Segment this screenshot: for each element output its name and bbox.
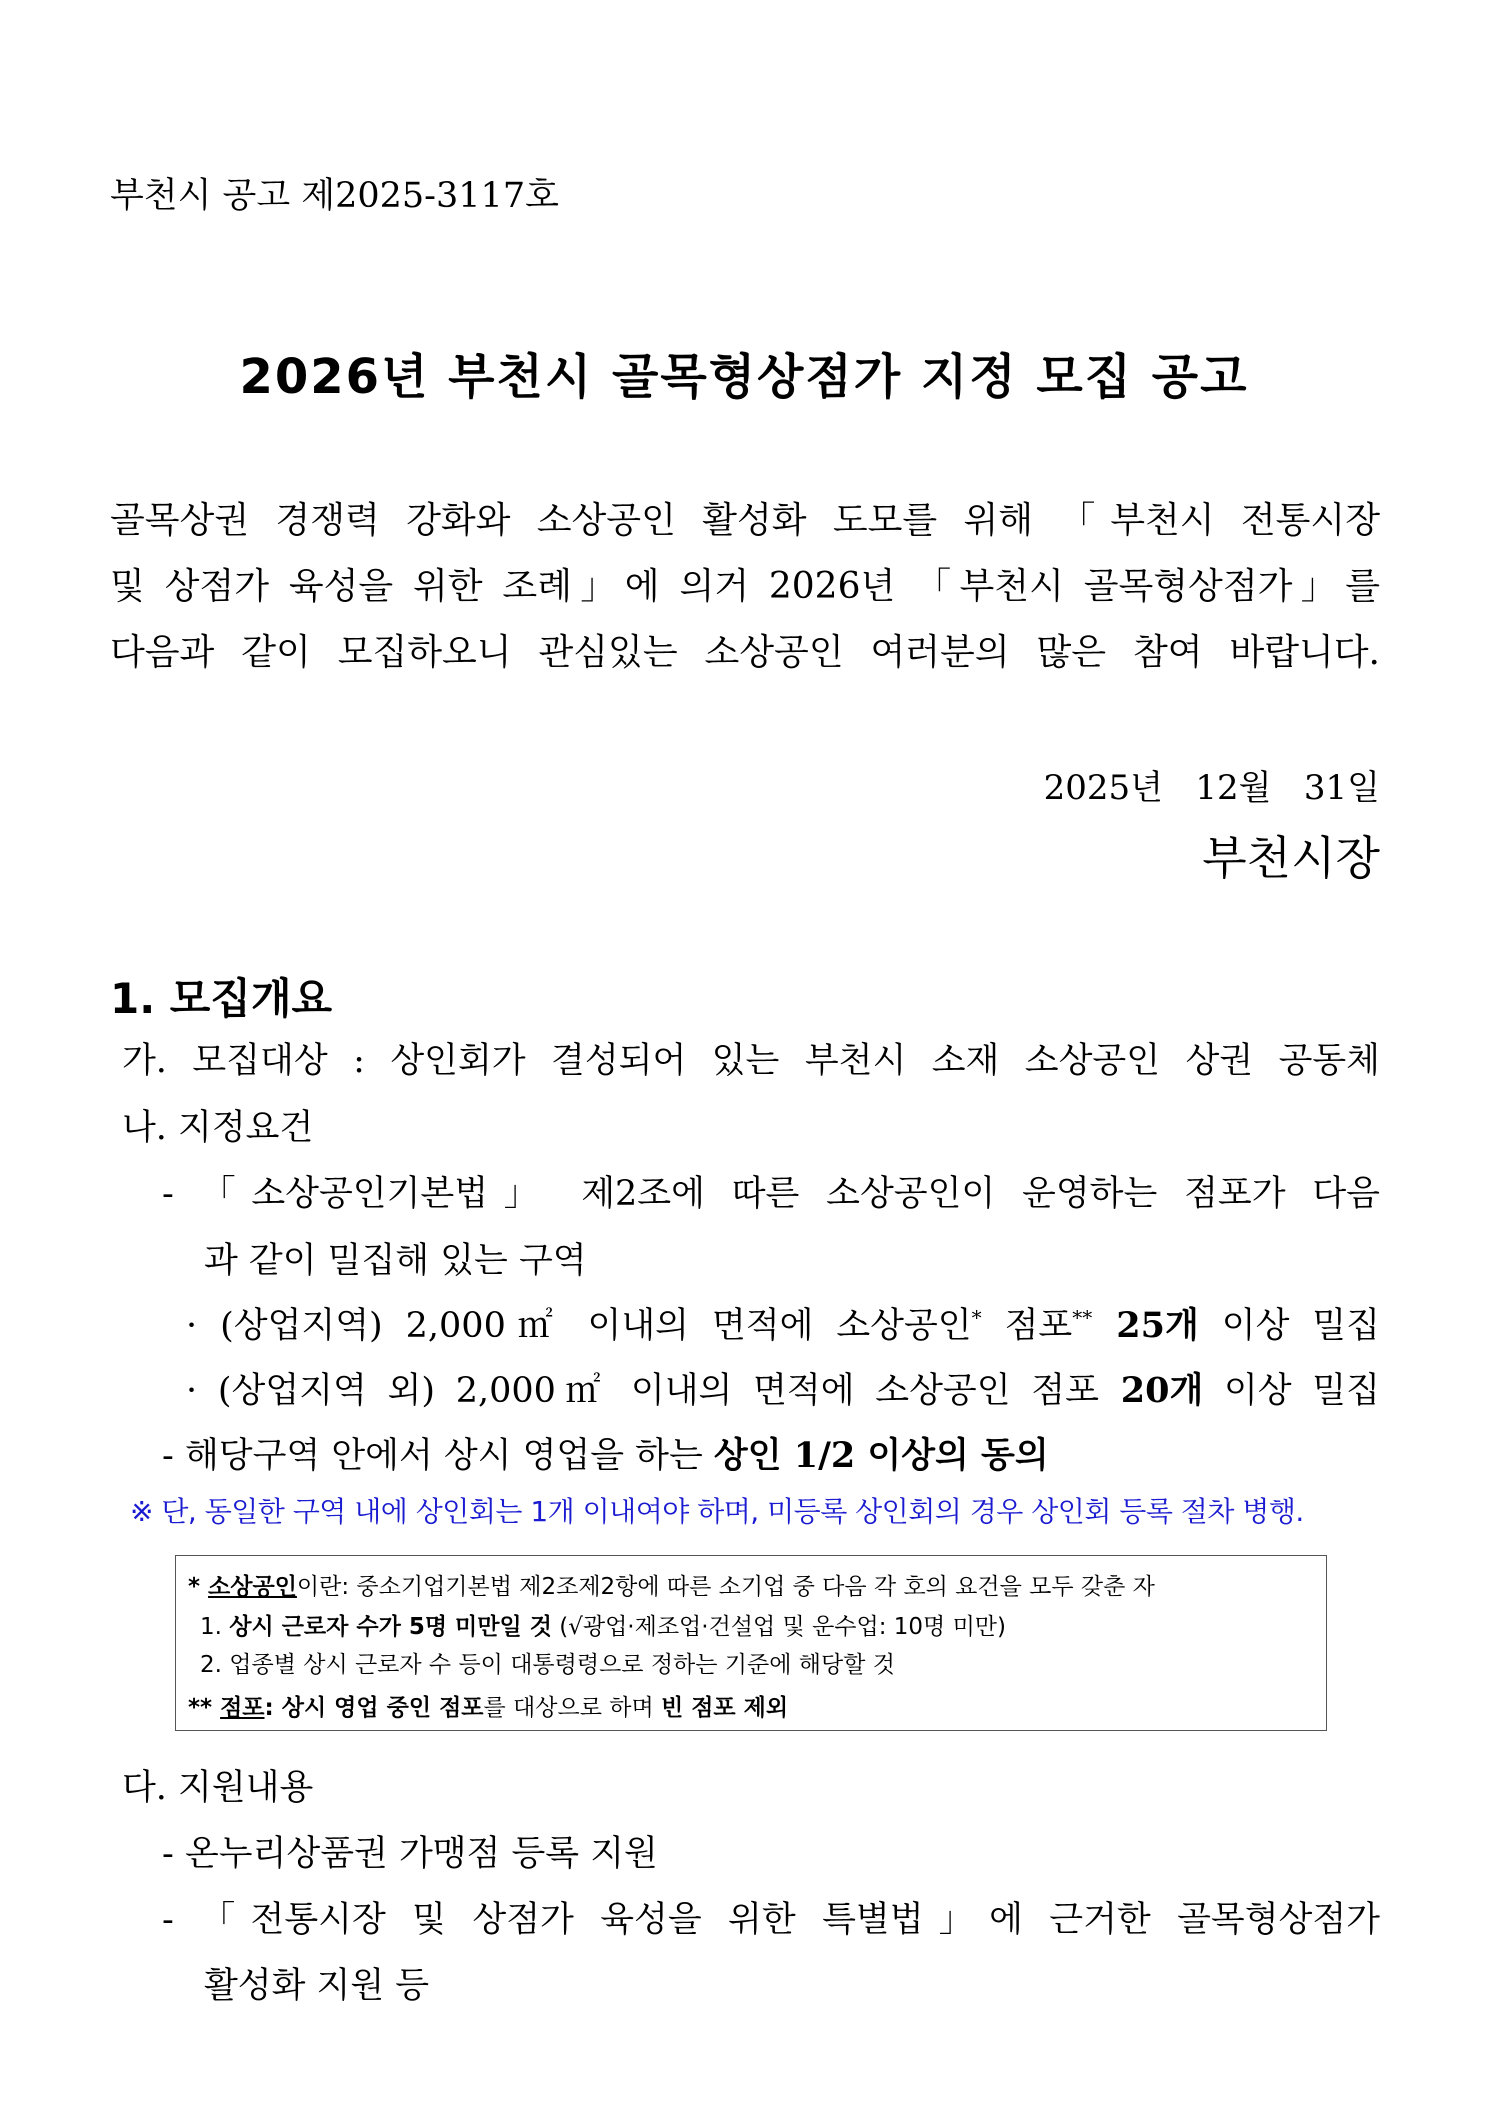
requirement-1-line-1: - 「소상공인기본법」 제2조에 따른 소상공인이 운영하는 점포가 다음: [162, 1174, 1380, 1214]
requirements-heading: 나. 지정요건: [122, 1108, 314, 1148]
definition-condition-1: 1. 상시 근로자 수가 5명 미만일 것 (√광업·제조업·건설업 및 운수업: 10명 미만): [200, 1614, 1006, 1640]
bullet-non-commercial-area: · (상업지역 외) 2,000㎡ 이내의 면적에 소상공인 점포 20개 이상 밀집: [186, 1370, 1380, 1411]
support-item-2-line-2: 활성화 지원 등: [204, 1966, 430, 2006]
notice-number: 부천시 공고 제2025-3117호: [110, 176, 559, 216]
intro-line-1: 골목상권 경쟁력 강화와 소상공인 활성화 도모를 위해 「부천시 전통시장: [110, 500, 1380, 541]
requirement-1-line-2: 과 같이 밀집해 있는 구역: [204, 1241, 587, 1281]
support-item-1: - 온누리상품권 가맹점 등록 지원: [162, 1834, 658, 1874]
document-title: 2026년 부천시 골목형상점가 지정 모집 공고: [239, 349, 1249, 405]
bullet-commercial-area: · (상업지역) 2,000㎡ 이내의 면적에 소상공인* 점포** 25개 이상 밀집: [186, 1305, 1380, 1346]
intro-line-2: 및 상점가 육성을 위한 조례」에 의거 2026년 「부천시 골목형상점가」를: [110, 566, 1380, 607]
support-item-2-line-1: - 「전통시장 및 상점가 육성을 위한 특별법」에 근거한 골목형상점가: [162, 1900, 1380, 1940]
support-heading: 다. 지원내용: [122, 1768, 314, 1808]
section-heading: 1. 모집개요: [110, 974, 333, 1023]
intro-paragraph: [110, 488, 1380, 686]
recruit-target: 가. 모집대상 : 상인회가 결성되어 있는 부천시 소재 소상공인 상권 공동체: [122, 1041, 1380, 1081]
definition-store: ** 점포: 상시 영업 중인 점포를 대상으로 하며 빈 점포 제외: [188, 1695, 789, 1721]
registration-note: ※ 단, 동일한 구역 내에 상인회는 1개 이내여야 하며, 미등록 상인회의 경우 상인회 등록 절차 병행.: [130, 1495, 1304, 1528]
requirement-2: - 해당구역 안에서 상시 영업을 하는 상인 1/2 이상의 동의: [162, 1435, 1049, 1476]
definition-small-business: * 소상공인이란: 중소기업기본법 제2조제2항에 따른 소기업 중 다음 각 호의 요건을 모두 갖춘 자: [188, 1574, 1155, 1600]
announcement-date: 2025년 12월 31일: [1043, 768, 1380, 808]
intro-line-3: 다음과 같이 모집하오니 관심있는 소상공인 여러분의 많은 참여 바랍니다.: [110, 632, 1380, 673]
definition-condition-2: 2. 업종별 상시 근로자 수 등이 대통령령으로 정하는 기준에 해당할 것: [200, 1652, 895, 1678]
issuer: 부천시장: [1202, 831, 1380, 885]
definitions-box: [175, 1555, 1327, 1731]
